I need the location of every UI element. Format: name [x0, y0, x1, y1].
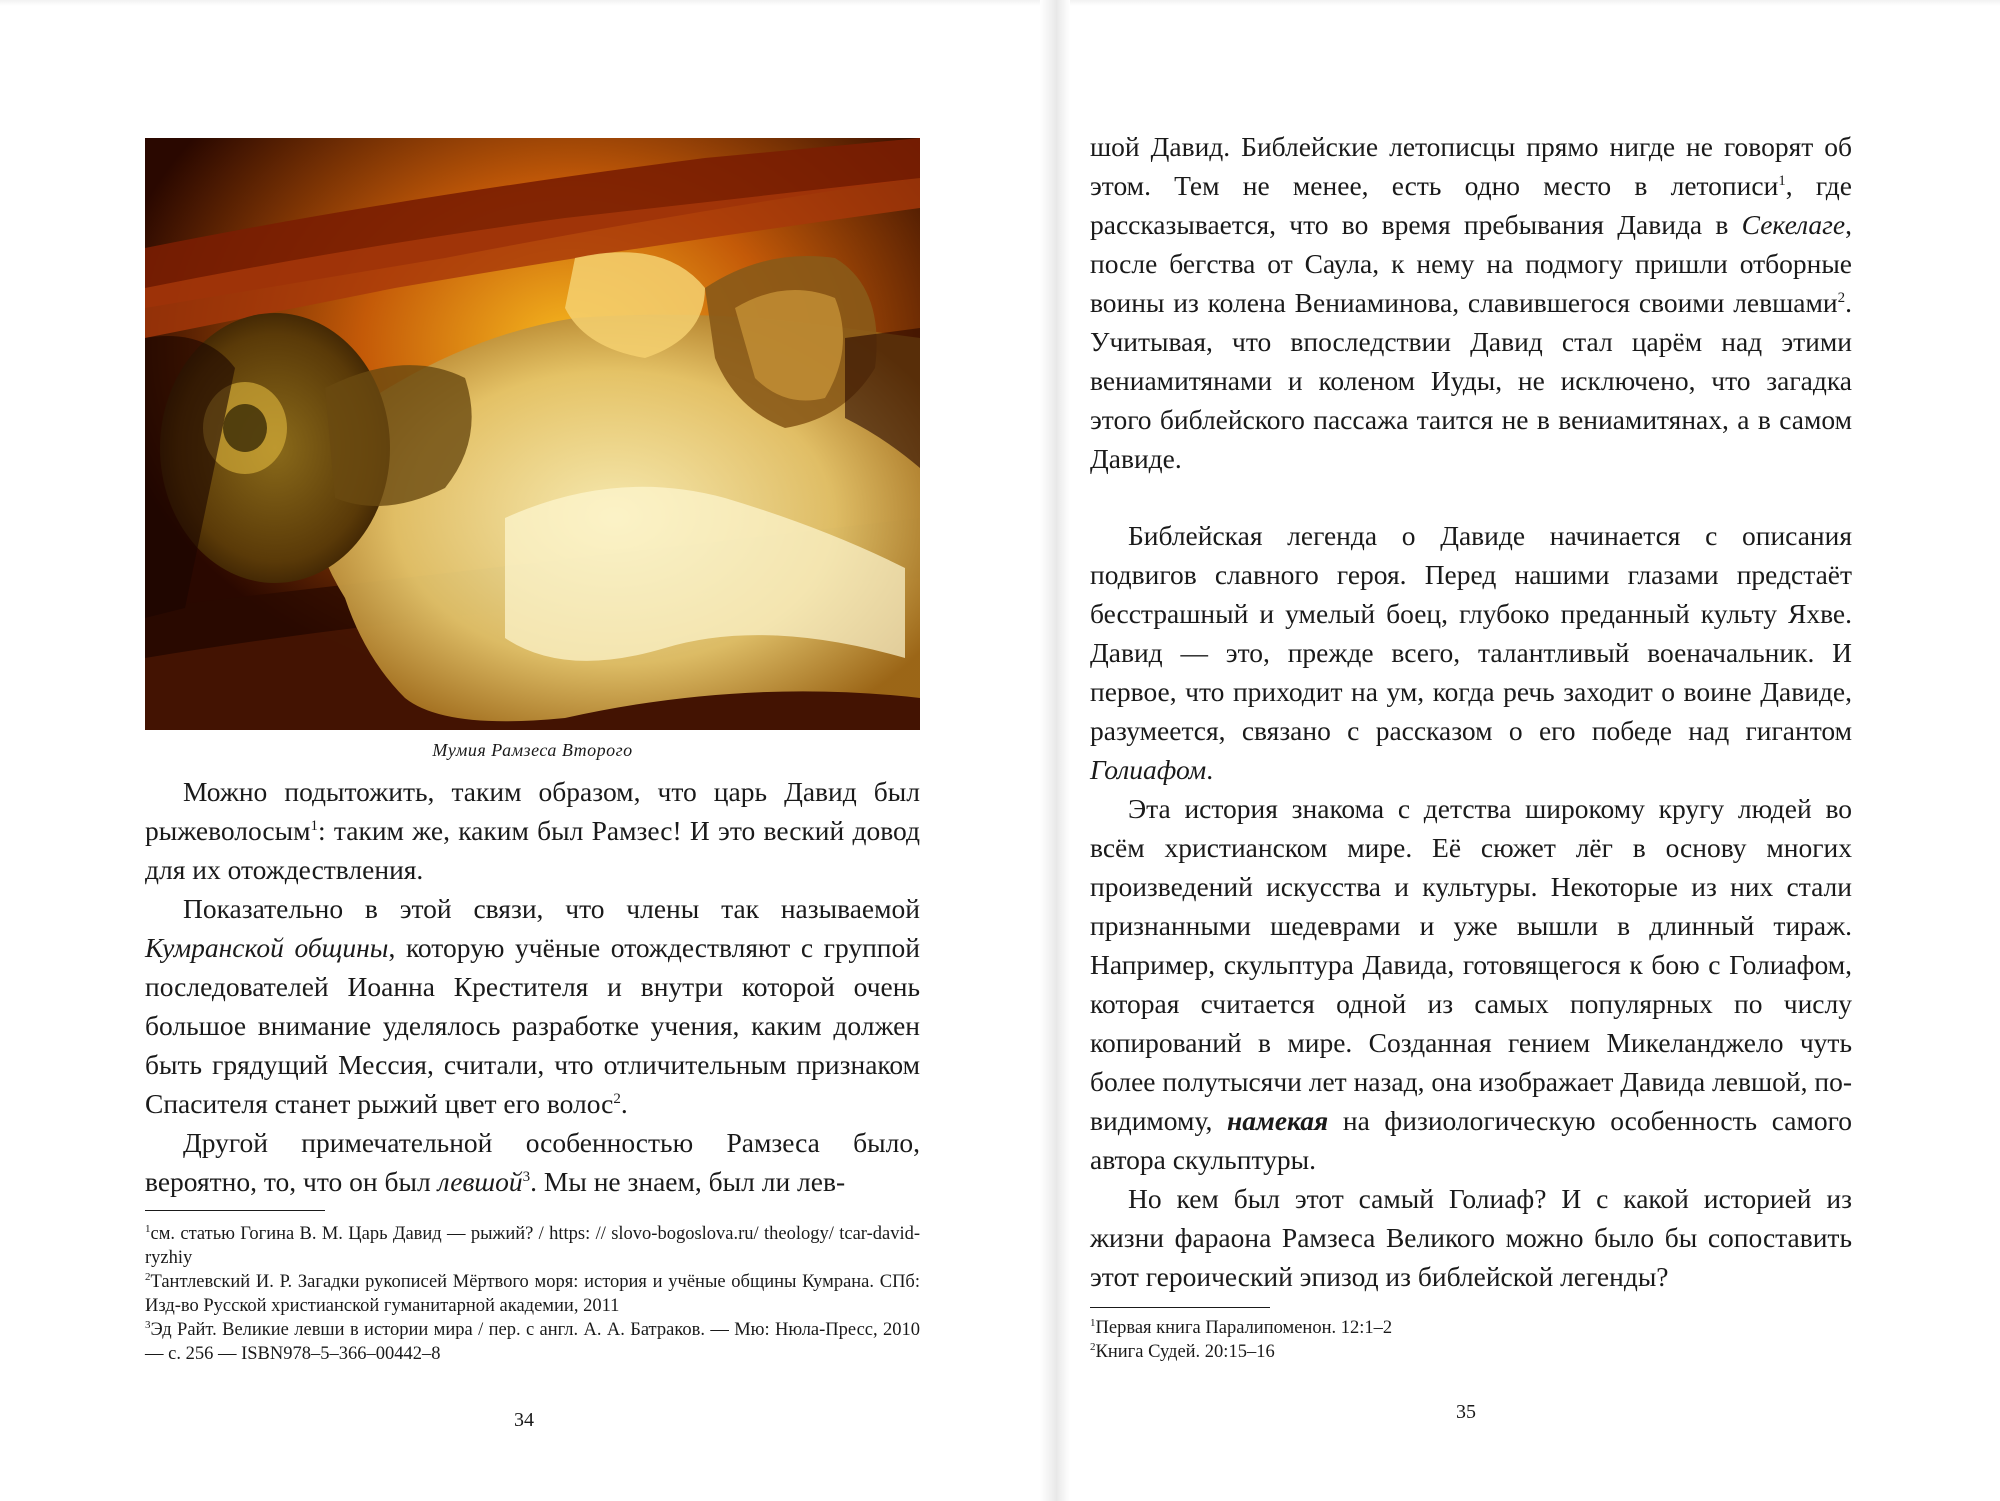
footnote-number: 1	[145, 1222, 151, 1235]
footnote-number: 3	[145, 1318, 151, 1331]
paragraph	[145, 1123, 920, 1201]
emphasis: Секелаге	[1741, 209, 1846, 240]
footnote	[145, 1222, 920, 1270]
right-footnotes	[1090, 1316, 1852, 1364]
footnote-number: 2	[1090, 1340, 1096, 1353]
text-span: , которую учёные отождествляют с группой последователей Иоанна Крестителя и внутри которой очень большое внимание уделялось разработке учения, каким должен быть грядущий Мессия, считали, что отличительным признаком Спасителя станет рыжий цвет его волос	[145, 932, 920, 1119]
footnote-number: 1	[1090, 1316, 1096, 1329]
footnote-text: Эд Райт. Великие левши в истории мира / пер. с англ. А. А. Батраков. — Мю: Нюла-Пресс, 2010 — с. 256 — ISBN978–5–366–00442–8	[145, 1320, 920, 1364]
left-body-text	[145, 772, 920, 1201]
footnote-text: см. статью Гогина В. М. Царь Давид — рыжий? / https: // slovo-bogoslova.ru/ theology/ tcar-david-ryzhiy	[145, 1224, 920, 1268]
footnote-ref: 2	[1837, 289, 1846, 306]
text-span: . Учитывая, что впоследствии Давид стал царём над этими вениамитянами и коленом Иуды, не исключено, что загадка этого библейского пассажа таится не в вениамитянах, а в самом Давиде.	[1090, 287, 1852, 474]
paragraph	[145, 772, 920, 889]
page-number: 35	[1456, 1401, 1476, 1423]
emphasis: Голиафом	[1090, 754, 1207, 785]
footnote-number: 2	[145, 1270, 151, 1283]
text-span: , где рассказывается, что во время пребывания Давида в	[1090, 170, 1853, 240]
paragraph	[1090, 789, 1852, 1179]
text-span: .	[620, 1088, 628, 1119]
paragraph: Но кем был этот самый Голиаф? И с какой историей из жизни фараона Рамзеса Великого можно было бы сопоставить этот героический эпизод из библейской легенды?	[1090, 1183, 1852, 1292]
text-span: шой Давид. Библейские летописцы прямо нигде не говорят об этом. Тем не менее, есть одно место в летописи	[1090, 131, 1852, 201]
paragraph	[145, 889, 920, 1123]
footnote-divider	[1090, 1307, 1270, 1308]
paragraph	[1090, 127, 1852, 478]
footnote-ref: 1	[310, 817, 318, 834]
mummy-photo	[145, 138, 920, 730]
page-number: 34	[514, 1409, 534, 1431]
footnote	[1090, 1316, 1852, 1340]
footnote-ref: 3	[522, 1168, 531, 1185]
text-span: : таким же, каким был Рамзес! И это веский довод для их отождествления.	[145, 815, 920, 885]
text-span: , после бегства от Саула, к нему на подмогу пришли отборные воины из колена Вениаминова, славившегося своими левшами	[1090, 209, 1852, 318]
text-span: Показательно в этой связи, что члены так называемой	[183, 893, 920, 924]
footnote-divider	[145, 1210, 325, 1211]
paragraph	[1090, 516, 1852, 789]
text-span: Эта история знакома с детства широкому кругу людей во всём христианском мире. Её сюжет лёг в основу многих произведений искусства и культуры. Некоторые из них стали признанными шедеврами и уже вышли в длинный тираж. Например, скульптура Давида, готовящегося к бою с Голиафом, которая считается одной из самых популярных по числу копирований в мире. Созданная гением Микеланджело чуть более полутысячи лет назад, она изображает Давида левшой, по-видимому,	[1090, 793, 1852, 1136]
text-span: Другой примечательной особенностью Рамзеса было, вероятно, то, что он был	[145, 1127, 920, 1197]
photo-caption: Мумия Рамзеса Второго	[432, 740, 633, 760]
text-span: . Мы не знаем, был ли лев-	[530, 1166, 846, 1197]
emphasis: Кумранской общины	[145, 932, 389, 963]
text-span: .	[1206, 754, 1214, 785]
text-span: Можно подытожить, таким образом, что царь Давид был рыжеволосым	[145, 776, 920, 846]
footnote-text: Книга Судей. 20:15–16	[1095, 1342, 1275, 1362]
footnote-ref: 2	[613, 1090, 621, 1107]
mummy-image	[145, 138, 920, 730]
footnote	[145, 1318, 920, 1366]
right-body-text	[1090, 127, 1852, 1296]
left-footnotes	[145, 1222, 920, 1366]
emphasis: левшой	[437, 1166, 523, 1197]
text-span: Библейская легенда о Давиде начинается с описания подвигов славного героя. Перед нашими глазами предстаёт бесстрашный и умелый боец, глубоко преданный культу Яхве. Давид — это, прежде всего, талантливый военачальник. И первое, что приходит на ум, когда речь заходит о воине Давиде, разумеется, связано с рассказом о его победе над гигантом	[1090, 520, 1852, 746]
text-span: на физиологическую особенность самого автора скульптуры.	[1090, 1105, 1852, 1175]
emphasis: намекая	[1226, 1105, 1329, 1136]
footnote-ref: 1	[1778, 172, 1786, 189]
footnote-text: Первая книга Паралипоменон. 12:1–2	[1095, 1318, 1393, 1338]
book-gutter	[1040, 0, 1070, 1501]
footnote	[1090, 1340, 1852, 1364]
footnote	[145, 1270, 920, 1318]
footnote-text: Тантлевский И. Р. Загадки рукописей Мёртвого моря: история и учёные общины Кумрана. СПб: Изд-во Русской христианской гуманитарной академии, 2011	[145, 1272, 920, 1316]
